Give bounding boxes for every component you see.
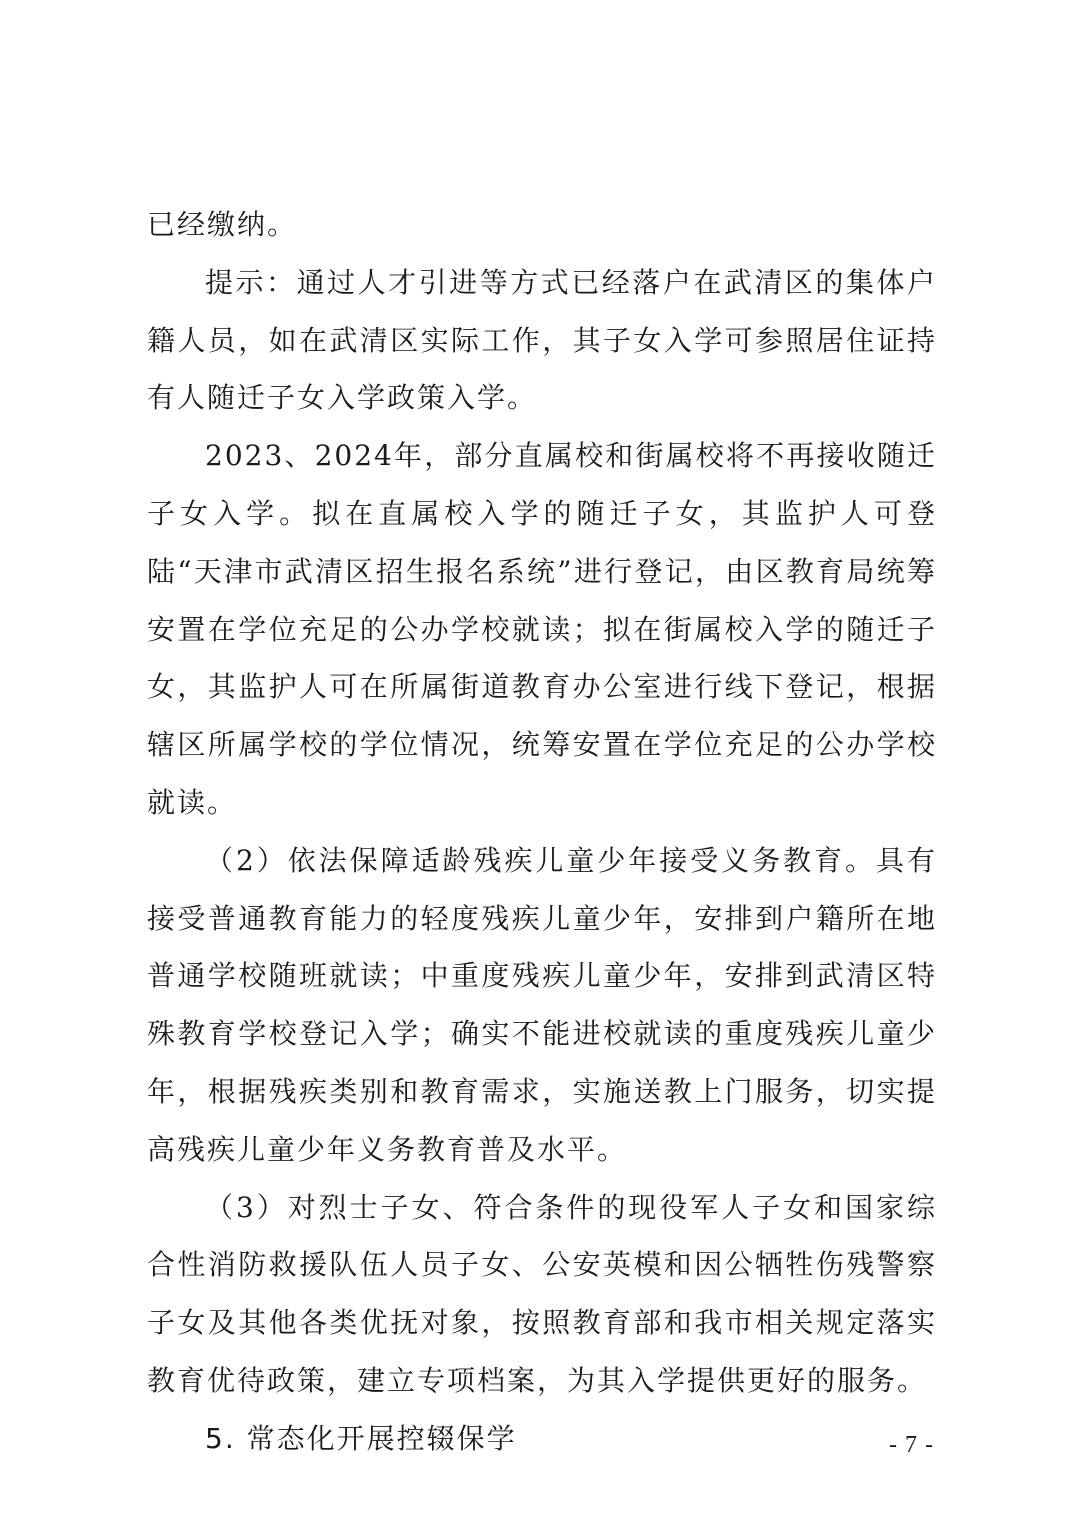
page-number: - 7 -	[889, 1432, 934, 1458]
paragraph-continuation: 已经缴纳。	[147, 208, 298, 241]
paragraph-preferential-policy: （3）对烈士子女、符合条件的现役军人子女和国家综合性消防救援队伍人员子女、公安英模和因公牺牲伤残警察子女及其他各类优抚对象，按照教育部和我市相关规定落实教育优待政策，建立专项档案，为其入学提供更好的服务。	[147, 1190, 937, 1397]
document-body	[147, 196, 937, 1468]
paragraph-disabled-children: （2）依法保障适龄残疾儿童少年接受义务教育。具有接受普通教育能力的轻度残疾儿童少年，安排到户籍所在地普通学校随班就读；中重度残疾儿童少年，安排到武清区特殊教育学校登记入学；确实不能进校就读的重度残疾儿童少年，根据残疾类别和教育需求，实施送教上门服务，切实提高残疾儿童少年义务教育普及水平。	[147, 843, 937, 1166]
paragraph-migrant-children: 2023、2024年，部分直属校和街属校将不再接收随迁子女入学。拟在直属校入学的随迁子女，其监护人可登陆“天津市武清区招生报名系统”进行登记，由区教育局统筹安置在学位充足的公办学校就读；拟在街属校入学的随迁子女，其监护人可在所属街道教育办公室进行线下登记，根据辖区所属学校的学位情况，统筹安置在学位充足的公办学校就读。	[147, 439, 937, 819]
section-heading: 5. 常态化开展控辍保学	[205, 1421, 517, 1455]
paragraph-tip: 提示：通过人才引进等方式已经落户在武清区的集体户籍人员，如在武清区实际工作，其子女入学可参照居住证持有人随迁子女入学政策入学。	[147, 265, 937, 415]
